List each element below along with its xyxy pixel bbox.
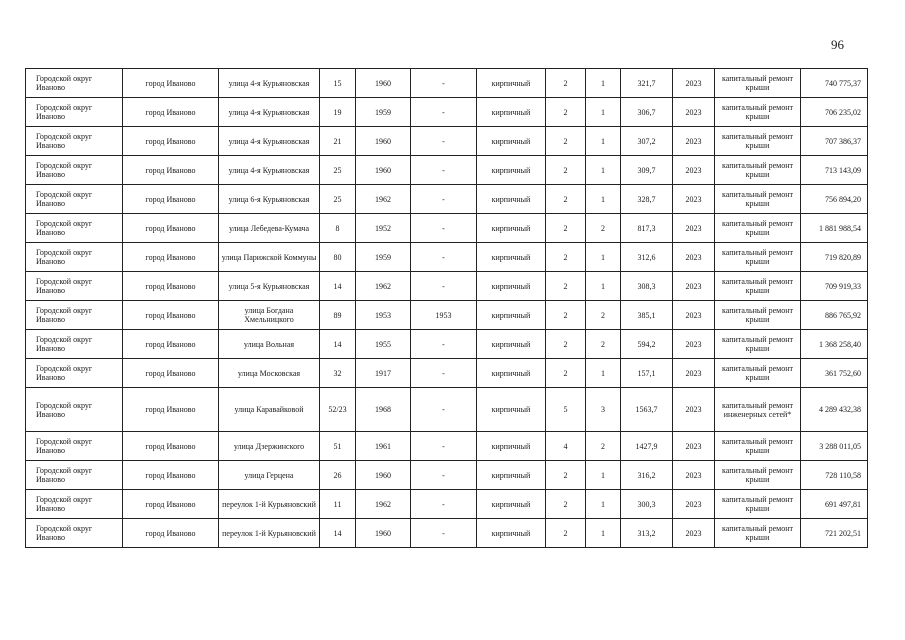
district-cell: Городской округ Иваново — [26, 272, 123, 301]
entrances-cell: 2 — [586, 330, 621, 359]
year-built-cell: 1961 — [356, 432, 411, 461]
wall-material-cell: кирпичный — [477, 156, 546, 185]
wall-material-cell: кирпичный — [477, 519, 546, 548]
year-extra-cell: - — [411, 330, 477, 359]
floors-cell: 2 — [546, 359, 586, 388]
cost-cell: 740 775,37 — [801, 69, 868, 98]
entrances-cell: 1 — [586, 359, 621, 388]
plan-year-cell: 2023 — [673, 272, 715, 301]
city-cell: город Иваново — [123, 243, 219, 272]
area-cell: 1563,7 — [621, 388, 673, 432]
wall-material-cell: кирпичный — [477, 330, 546, 359]
street-cell: улица Дзержинского — [219, 432, 320, 461]
work-type-cell: капитальный ремонт крыши — [715, 359, 801, 388]
city-cell: город Иваново — [123, 330, 219, 359]
city-cell: город Иваново — [123, 388, 219, 432]
house-number-cell: 52/23 — [320, 388, 356, 432]
plan-year-cell: 2023 — [673, 388, 715, 432]
year-built-cell: 1959 — [356, 98, 411, 127]
district-cell: Городской округ Иваново — [26, 127, 123, 156]
year-extra-cell: - — [411, 214, 477, 243]
street-cell: улица 4-я Курьяновская — [219, 69, 320, 98]
wall-material-cell: кирпичный — [477, 243, 546, 272]
table-row — [26, 243, 868, 272]
district-cell: Городской округ Иваново — [26, 359, 123, 388]
entrances-cell: 1 — [586, 156, 621, 185]
floors-cell: 2 — [546, 461, 586, 490]
work-type-cell: капитальный ремонт крыши — [715, 519, 801, 548]
cost-cell: 691 497,81 — [801, 490, 868, 519]
entrances-cell: 1 — [586, 185, 621, 214]
year-built-cell: 1955 — [356, 330, 411, 359]
plan-year-cell: 2023 — [673, 461, 715, 490]
cost-cell: 721 202,51 — [801, 519, 868, 548]
area-cell: 385,1 — [621, 301, 673, 330]
entrances-cell: 1 — [586, 69, 621, 98]
year-extra-cell: - — [411, 185, 477, 214]
entrances-cell: 2 — [586, 214, 621, 243]
cost-cell: 706 235,02 — [801, 98, 868, 127]
plan-year-cell: 2023 — [673, 490, 715, 519]
registry-body — [26, 69, 868, 548]
house-number-cell: 14 — [320, 330, 356, 359]
city-cell: город Иваново — [123, 185, 219, 214]
table-row — [26, 69, 868, 98]
house-number-cell: 11 — [320, 490, 356, 519]
cost-cell: 886 765,92 — [801, 301, 868, 330]
table-row — [26, 127, 868, 156]
city-cell: город Иваново — [123, 214, 219, 243]
district-cell: Городской округ Иваново — [26, 490, 123, 519]
building-registry-table — [25, 68, 868, 548]
wall-material-cell: кирпичный — [477, 461, 546, 490]
floors-cell: 2 — [546, 243, 586, 272]
street-cell: улица Богдана Хмельницкого — [219, 301, 320, 330]
district-cell: Городской округ Иваново — [26, 301, 123, 330]
street-cell: улица Парижской Коммуны — [219, 243, 320, 272]
work-type-cell: капитальный ремонт инженерных сетей* — [715, 388, 801, 432]
year-built-cell: 1960 — [356, 156, 411, 185]
cost-cell: 4 289 432,38 — [801, 388, 868, 432]
plan-year-cell: 2023 — [673, 98, 715, 127]
house-number-cell: 32 — [320, 359, 356, 388]
plan-year-cell: 2023 — [673, 330, 715, 359]
work-type-cell: капитальный ремонт крыши — [715, 301, 801, 330]
area-cell: 306,7 — [621, 98, 673, 127]
street-cell: улица 6-я Курьяновская — [219, 185, 320, 214]
year-built-cell: 1960 — [356, 69, 411, 98]
year-built-cell: 1960 — [356, 519, 411, 548]
area-cell: 321,7 — [621, 69, 673, 98]
floors-cell: 2 — [546, 185, 586, 214]
year-extra-cell: - — [411, 388, 477, 432]
work-type-cell: капитальный ремонт крыши — [715, 98, 801, 127]
work-type-cell: капитальный ремонт крыши — [715, 214, 801, 243]
floors-cell: 4 — [546, 432, 586, 461]
table-row — [26, 490, 868, 519]
street-cell: улица Московская — [219, 359, 320, 388]
city-cell: город Иваново — [123, 519, 219, 548]
year-built-cell: 1917 — [356, 359, 411, 388]
cost-cell: 361 752,60 — [801, 359, 868, 388]
city-cell: город Иваново — [123, 98, 219, 127]
city-cell: город Иваново — [123, 359, 219, 388]
cost-cell: 709 919,33 — [801, 272, 868, 301]
city-cell: город Иваново — [123, 127, 219, 156]
house-number-cell: 21 — [320, 127, 356, 156]
table-row — [26, 461, 868, 490]
year-extra-cell: - — [411, 69, 477, 98]
year-extra-cell: - — [411, 127, 477, 156]
cost-cell: 707 386,37 — [801, 127, 868, 156]
work-type-cell: капитальный ремонт крыши — [715, 432, 801, 461]
wall-material-cell: кирпичный — [477, 490, 546, 519]
district-cell: Городской округ Иваново — [26, 243, 123, 272]
table-row — [26, 359, 868, 388]
district-cell: Городской округ Иваново — [26, 519, 123, 548]
year-extra-cell: - — [411, 156, 477, 185]
floors-cell: 2 — [546, 69, 586, 98]
wall-material-cell: кирпичный — [477, 185, 546, 214]
floors-cell: 2 — [546, 519, 586, 548]
city-cell: город Иваново — [123, 301, 219, 330]
city-cell: город Иваново — [123, 461, 219, 490]
page-number: 96 — [831, 37, 844, 52]
work-type-cell: капитальный ремонт крыши — [715, 272, 801, 301]
entrances-cell: 1 — [586, 461, 621, 490]
wall-material-cell: кирпичный — [477, 272, 546, 301]
year-extra-cell: - — [411, 519, 477, 548]
work-type-cell: капитальный ремонт крыши — [715, 69, 801, 98]
street-cell: улица Лебедева-Кумача — [219, 214, 320, 243]
city-cell: город Иваново — [123, 490, 219, 519]
year-built-cell: 1959 — [356, 243, 411, 272]
street-cell: улица 4-я Курьяновская — [219, 156, 320, 185]
district-cell: Городской округ Иваново — [26, 156, 123, 185]
cost-cell: 1 368 258,40 — [801, 330, 868, 359]
district-cell: Городской округ Иваново — [26, 388, 123, 432]
house-number-cell: 14 — [320, 272, 356, 301]
table-row — [26, 330, 868, 359]
area-cell: 312,6 — [621, 243, 673, 272]
table-row — [26, 388, 868, 432]
cost-cell: 1 881 988,54 — [801, 214, 868, 243]
house-number-cell: 15 — [320, 69, 356, 98]
house-number-cell: 89 — [320, 301, 356, 330]
plan-year-cell: 2023 — [673, 185, 715, 214]
year-extra-cell: - — [411, 272, 477, 301]
plan-year-cell: 2023 — [673, 359, 715, 388]
house-number-cell: 51 — [320, 432, 356, 461]
plan-year-cell: 2023 — [673, 214, 715, 243]
floors-cell: 2 — [546, 272, 586, 301]
wall-material-cell: кирпичный — [477, 359, 546, 388]
area-cell: 1427,9 — [621, 432, 673, 461]
street-cell: улица Вольная — [219, 330, 320, 359]
entrances-cell: 1 — [586, 243, 621, 272]
city-cell: город Иваново — [123, 272, 219, 301]
district-cell: Городской округ Иваново — [26, 98, 123, 127]
street-cell: переулок 1-й Курьяновский — [219, 519, 320, 548]
cost-cell: 713 143,09 — [801, 156, 868, 185]
year-built-cell: 1962 — [356, 272, 411, 301]
year-built-cell: 1960 — [356, 461, 411, 490]
year-extra-cell: - — [411, 461, 477, 490]
year-extra-cell: - — [411, 243, 477, 272]
cost-cell: 728 110,58 — [801, 461, 868, 490]
year-built-cell: 1962 — [356, 185, 411, 214]
area-cell: 316,2 — [621, 461, 673, 490]
floors-cell: 5 — [546, 388, 586, 432]
district-cell: Городской округ Иваново — [26, 432, 123, 461]
work-type-cell: капитальный ремонт крыши — [715, 243, 801, 272]
city-cell: город Иваново — [123, 432, 219, 461]
street-cell: улица 4-я Курьяновская — [219, 127, 320, 156]
floors-cell: 2 — [546, 214, 586, 243]
area-cell: 157,1 — [621, 359, 673, 388]
entrances-cell: 1 — [586, 127, 621, 156]
area-cell: 308,3 — [621, 272, 673, 301]
table-row — [26, 185, 868, 214]
cost-cell: 719 820,89 — [801, 243, 868, 272]
street-cell: переулок 1-й Курьяновский — [219, 490, 320, 519]
street-cell: улица Герцена — [219, 461, 320, 490]
wall-material-cell: кирпичный — [477, 214, 546, 243]
wall-material-cell: кирпичный — [477, 388, 546, 432]
entrances-cell: 2 — [586, 301, 621, 330]
wall-material-cell: кирпичный — [477, 127, 546, 156]
year-built-cell: 1968 — [356, 388, 411, 432]
street-cell: улица Каравайковой — [219, 388, 320, 432]
year-extra-cell: - — [411, 359, 477, 388]
work-type-cell: капитальный ремонт крыши — [715, 461, 801, 490]
plan-year-cell: 2023 — [673, 243, 715, 272]
work-type-cell: капитальный ремонт крыши — [715, 156, 801, 185]
floors-cell: 2 — [546, 127, 586, 156]
plan-year-cell: 2023 — [673, 69, 715, 98]
floors-cell: 2 — [546, 98, 586, 127]
table-row — [26, 519, 868, 548]
district-cell: Городской округ Иваново — [26, 461, 123, 490]
entrances-cell: 1 — [586, 490, 621, 519]
plan-year-cell: 2023 — [673, 127, 715, 156]
area-cell: 594,2 — [621, 330, 673, 359]
area-cell: 313,2 — [621, 519, 673, 548]
wall-material-cell: кирпичный — [477, 432, 546, 461]
year-built-cell: 1962 — [356, 490, 411, 519]
entrances-cell: 2 — [586, 432, 621, 461]
area-cell: 328,7 — [621, 185, 673, 214]
house-number-cell: 26 — [320, 461, 356, 490]
floors-cell: 2 — [546, 330, 586, 359]
entrances-cell: 3 — [586, 388, 621, 432]
plan-year-cell: 2023 — [673, 301, 715, 330]
area-cell: 300,3 — [621, 490, 673, 519]
year-extra-cell: 1953 — [411, 301, 477, 330]
year-extra-cell: - — [411, 98, 477, 127]
plan-year-cell: 2023 — [673, 432, 715, 461]
work-type-cell: капитальный ремонт крыши — [715, 127, 801, 156]
district-cell: Городской округ Иваново — [26, 330, 123, 359]
area-cell: 307,2 — [621, 127, 673, 156]
house-number-cell: 25 — [320, 185, 356, 214]
floors-cell: 2 — [546, 301, 586, 330]
house-number-cell: 25 — [320, 156, 356, 185]
cost-cell: 756 894,20 — [801, 185, 868, 214]
table-row — [26, 301, 868, 330]
wall-material-cell: кирпичный — [477, 98, 546, 127]
entrances-cell: 1 — [586, 272, 621, 301]
year-extra-cell: - — [411, 432, 477, 461]
table-row — [26, 272, 868, 301]
table-row — [26, 156, 868, 185]
house-number-cell: 19 — [320, 98, 356, 127]
year-built-cell: 1960 — [356, 127, 411, 156]
year-built-cell: 1952 — [356, 214, 411, 243]
district-cell: Городской округ Иваново — [26, 214, 123, 243]
table-row — [26, 432, 868, 461]
plan-year-cell: 2023 — [673, 519, 715, 548]
city-cell: город Иваново — [123, 69, 219, 98]
year-built-cell: 1953 — [356, 301, 411, 330]
work-type-cell: капитальный ремонт крыши — [715, 330, 801, 359]
floors-cell: 2 — [546, 156, 586, 185]
wall-material-cell: кирпичный — [477, 69, 546, 98]
area-cell: 817,3 — [621, 214, 673, 243]
table-row — [26, 98, 868, 127]
plan-year-cell: 2023 — [673, 156, 715, 185]
city-cell: город Иваново — [123, 156, 219, 185]
street-cell: улица 5-я Курьяновская — [219, 272, 320, 301]
district-cell: Городской округ Иваново — [26, 69, 123, 98]
work-type-cell: капитальный ремонт крыши — [715, 490, 801, 519]
area-cell: 309,7 — [621, 156, 673, 185]
district-cell: Городской округ Иваново — [26, 185, 123, 214]
house-number-cell: 14 — [320, 519, 356, 548]
wall-material-cell: кирпичный — [477, 301, 546, 330]
house-number-cell: 8 — [320, 214, 356, 243]
work-type-cell: капитальный ремонт крыши — [715, 185, 801, 214]
table-row — [26, 214, 868, 243]
street-cell: улица 4-я Курьяновская — [219, 98, 320, 127]
cost-cell: 3 288 011,05 — [801, 432, 868, 461]
floors-cell: 2 — [546, 490, 586, 519]
year-extra-cell: - — [411, 490, 477, 519]
entrances-cell: 1 — [586, 519, 621, 548]
entrances-cell: 1 — [586, 98, 621, 127]
house-number-cell: 80 — [320, 243, 356, 272]
